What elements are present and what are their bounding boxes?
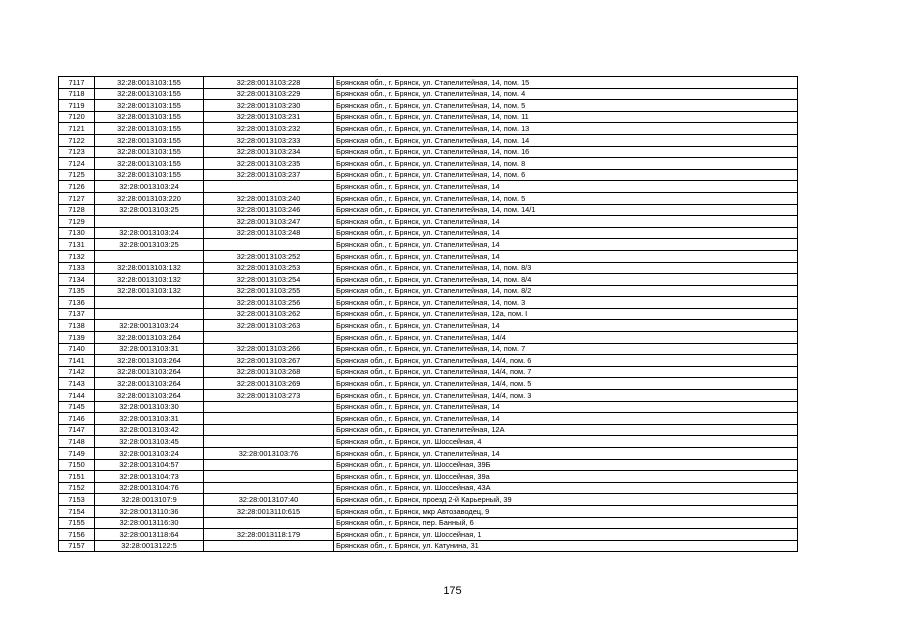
parent-cadastral-number-cell: 32:28:0013103:30: [95, 401, 204, 413]
table-row: [59, 366, 798, 378]
row-number-cell: 7142: [59, 366, 95, 378]
table-row: [59, 332, 798, 344]
cadastral-number-cell: 32:28:0013103:235: [204, 158, 334, 170]
address-cell: Брянская обл., г. Брянск, ул. Стапелитейная, 14, пом. 7: [334, 343, 798, 355]
address-cell: Брянская обл., г. Брянск, ул. Стапелитейная, 14, пом. 4: [334, 88, 798, 100]
address-cell: Брянская обл., г. Брянск, ул. Стапелитейная, 14, пом. 8/3: [334, 262, 798, 274]
table-row: [59, 239, 798, 251]
table-row: [59, 274, 798, 286]
cadastral-number-cell: 32:28:0013103:267: [204, 355, 334, 367]
table-row: [59, 181, 798, 193]
table-row: [59, 192, 798, 204]
address-cell: Брянская обл., г. Брянск, ул. Стапелитейная, 14: [334, 239, 798, 251]
table-row: [59, 88, 798, 100]
table-row: [59, 424, 798, 436]
cadastral-number-cell: 32:28:0013103:247: [204, 216, 334, 228]
cadastral-number-cell: 32:28:0013103:234: [204, 146, 334, 158]
parent-cadastral-number-cell: 32:28:0013103:132: [95, 285, 204, 297]
address-cell: Брянская обл., г. Брянск, мкр Автозаводец, 9: [334, 505, 798, 517]
parent-cadastral-number-cell: 32:28:0013103:264: [95, 332, 204, 344]
row-number-cell: 7120: [59, 111, 95, 123]
parent-cadastral-number-cell: 32:28:0013104:57: [95, 459, 204, 471]
address-cell: Брянская обл., г. Брянск, ул. Стапелитейная, 14, пом. 6: [334, 169, 798, 181]
cadastral-number-cell: 32:28:0013107:40: [204, 494, 334, 506]
parent-cadastral-number-cell: 32:28:0013122:5: [95, 540, 204, 552]
row-number-cell: 7127: [59, 192, 95, 204]
row-number-cell: 7129: [59, 216, 95, 228]
table-row: [59, 343, 798, 355]
cadastral-number-cell: 32:28:0013103:246: [204, 204, 334, 216]
parent-cadastral-number-cell: 32:28:0013103:155: [95, 134, 204, 146]
table-row: [59, 216, 798, 228]
table-row: [59, 100, 798, 112]
row-number-cell: 7125: [59, 169, 95, 181]
parent-cadastral-number-cell: 32:28:0013103:264: [95, 366, 204, 378]
parent-cadastral-number-cell: [95, 250, 204, 262]
address-cell: Брянская обл., г. Брянск, ул. Стапелитейная, 14, пом. 5: [334, 100, 798, 112]
cadastral-number-cell: [204, 401, 334, 413]
row-number-cell: 7157: [59, 540, 95, 552]
parent-cadastral-number-cell: 32:28:0013110:36: [95, 505, 204, 517]
table-row: [59, 505, 798, 517]
address-cell: Брянская обл., г. Брянск, ул. Стапелитейная, 14, пом. 15: [334, 77, 798, 89]
cadastral-number-cell: 32:28:0013103:248: [204, 227, 334, 239]
parent-cadastral-number-cell: 32:28:0013103:24: [95, 448, 204, 460]
row-number-cell: 7149: [59, 448, 95, 460]
row-number-cell: 7122: [59, 134, 95, 146]
parent-cadastral-number-cell: 32:28:0013103:132: [95, 262, 204, 274]
parent-cadastral-number-cell: 32:28:0013103:155: [95, 100, 204, 112]
cadastral-number-cell: [204, 332, 334, 344]
parent-cadastral-number-cell: 32:28:0013103:25: [95, 204, 204, 216]
cadastral-number-cell: 32:28:0013103:240: [204, 192, 334, 204]
table-row: [59, 146, 798, 158]
cadastral-number-cell: 32:28:0013103:76: [204, 448, 334, 460]
row-number-cell: 7121: [59, 123, 95, 135]
parent-cadastral-number-cell: 32:28:0013103:24: [95, 227, 204, 239]
cadastral-number-cell: [204, 239, 334, 251]
parent-cadastral-number-cell: 32:28:0013103:220: [95, 192, 204, 204]
row-number-cell: 7128: [59, 204, 95, 216]
parent-cadastral-number-cell: [95, 297, 204, 309]
cadastral-number-cell: 32:28:0013103:269: [204, 378, 334, 390]
table-row: [59, 448, 798, 460]
parent-cadastral-number-cell: 32:28:0013103:155: [95, 123, 204, 135]
parent-cadastral-number-cell: 32:28:0013103:132: [95, 274, 204, 286]
table-row: [59, 158, 798, 170]
row-number-cell: 7133: [59, 262, 95, 274]
address-cell: Брянская обл., г. Брянск, ул. Стапелитейная, 14: [334, 216, 798, 228]
cadastral-number-cell: 32:28:0013103:229: [204, 88, 334, 100]
row-number-cell: 7156: [59, 529, 95, 541]
cadastral-number-cell: 32:28:0013103:263: [204, 320, 334, 332]
address-cell: Брянская обл., г. Брянск, ул. Шоссейная, 4: [334, 436, 798, 448]
cadastral-number-cell: 32:28:0013103:230: [204, 100, 334, 112]
row-number-cell: 7145: [59, 401, 95, 413]
address-cell: Брянская обл., г. Брянск, ул. Стапелитейная, 14, пом. 3: [334, 297, 798, 309]
table-row: [59, 262, 798, 274]
table-row: [59, 123, 798, 135]
table-row: [59, 285, 798, 297]
row-number-cell: 7136: [59, 297, 95, 309]
cadastral-number-cell: [204, 459, 334, 471]
address-cell: Брянская обл., г. Брянск, ул. Стапелитейная, 14, пом. 13: [334, 123, 798, 135]
row-number-cell: 7118: [59, 88, 95, 100]
cadastral-number-cell: [204, 471, 334, 483]
table-row: [59, 111, 798, 123]
row-number-cell: 7126: [59, 181, 95, 193]
table-row: [59, 227, 798, 239]
table-row: [59, 482, 798, 494]
parent-cadastral-number-cell: 32:28:0013104:73: [95, 471, 204, 483]
row-number-cell: 7138: [59, 320, 95, 332]
cadastral-number-cell: [204, 413, 334, 425]
row-number-cell: 7117: [59, 77, 95, 89]
parent-cadastral-number-cell: 32:28:0013103:155: [95, 77, 204, 89]
address-cell: Брянская обл., г. Брянск, ул. Стапелитейная, 14/4: [334, 332, 798, 344]
page-number: 175: [443, 585, 462, 597]
cadastral-number-cell: 32:28:0013103:255: [204, 285, 334, 297]
parent-cadastral-number-cell: 32:28:0013103:155: [95, 169, 204, 181]
parent-cadastral-number-cell: 32:28:0013107:9: [95, 494, 204, 506]
row-number-cell: 7123: [59, 146, 95, 158]
row-number-cell: 7130: [59, 227, 95, 239]
address-cell: Брянская обл., г. Брянск, пер. Банный, 6: [334, 517, 798, 529]
cadastral-number-cell: [204, 517, 334, 529]
table-row: [59, 540, 798, 552]
cadastral-number-cell: 32:28:0013118:179: [204, 529, 334, 541]
cadastral-number-cell: 32:28:0013110:615: [204, 505, 334, 517]
address-cell: Брянская обл., г. Брянск, ул. Стапелитейная, 14/4, пом. 6: [334, 355, 798, 367]
table-row: [59, 250, 798, 262]
parent-cadastral-number-cell: 32:28:0013103:264: [95, 390, 204, 402]
parent-cadastral-number-cell: 32:28:0013103:155: [95, 88, 204, 100]
address-cell: Брянская обл., г. Брянск, ул. Шоссейная, 39Б: [334, 459, 798, 471]
table-row: [59, 378, 798, 390]
table-row: [59, 494, 798, 506]
cadastral-number-cell: 32:28:0013103:252: [204, 250, 334, 262]
cadastral-number-cell: [204, 424, 334, 436]
parent-cadastral-number-cell: 32:28:0013103:264: [95, 378, 204, 390]
address-cell: Брянская обл., г. Брянск, ул. Стапелитейная, 14, пом. 8/4: [334, 274, 798, 286]
address-cell: Брянская обл., г. Брянск, ул. Шоссейная, 39а: [334, 471, 798, 483]
address-cell: Брянская обл., г. Брянск, ул. Катунина, 31: [334, 540, 798, 552]
cadastral-number-cell: [204, 436, 334, 448]
row-number-cell: 7148: [59, 436, 95, 448]
parent-cadastral-number-cell: 32:28:0013103:42: [95, 424, 204, 436]
parent-cadastral-number-cell: 32:28:0013103:24: [95, 320, 204, 332]
row-number-cell: 7124: [59, 158, 95, 170]
cadastral-number-cell: 32:28:0013103:232: [204, 123, 334, 135]
parent-cadastral-number-cell: 32:28:0013103:264: [95, 355, 204, 367]
row-number-cell: 7151: [59, 471, 95, 483]
table-row: [59, 459, 798, 471]
table-row: [59, 355, 798, 367]
parent-cadastral-number-cell: 32:28:0013103:24: [95, 181, 204, 193]
cadastral-number-cell: [204, 482, 334, 494]
table-row: [59, 320, 798, 332]
cadastral-number-cell: 32:28:0013103:231: [204, 111, 334, 123]
row-number-cell: 7152: [59, 482, 95, 494]
address-cell: Брянская обл., г. Брянск, ул. Стапелитейная, 14/4, пом. 7: [334, 366, 798, 378]
table-row: [59, 308, 798, 320]
parent-cadastral-number-cell: [95, 308, 204, 320]
row-number-cell: 7140: [59, 343, 95, 355]
cadastral-number-cell: 32:28:0013103:256: [204, 297, 334, 309]
cadastral-number-cell: 32:28:0013103:253: [204, 262, 334, 274]
parent-cadastral-number-cell: 32:28:0013103:155: [95, 158, 204, 170]
parent-cadastral-number-cell: 32:28:0013103:155: [95, 146, 204, 158]
table-row: [59, 297, 798, 309]
table-row: [59, 471, 798, 483]
parent-cadastral-number-cell: [95, 216, 204, 228]
cadastral-number-cell: 32:28:0013103:273: [204, 390, 334, 402]
address-cell: Брянская обл., г. Брянск, ул. Стапелитейная, 14, пом. 5: [334, 192, 798, 204]
address-cell: Брянская обл., г. Брянск, ул. Стапелитейная, 14: [334, 413, 798, 425]
row-number-cell: 7150: [59, 459, 95, 471]
row-number-cell: 7119: [59, 100, 95, 112]
row-number-cell: 7154: [59, 505, 95, 517]
row-number-cell: 7155: [59, 517, 95, 529]
table-row: [59, 517, 798, 529]
address-cell: Брянская обл., г. Брянск, ул. Стапелитейная, 14: [334, 227, 798, 239]
address-cell: Брянская обл., г. Брянск, ул. Стапелитейная, 14, пом. 14: [334, 134, 798, 146]
row-number-cell: 7134: [59, 274, 95, 286]
row-number-cell: 7131: [59, 239, 95, 251]
table-row: [59, 529, 798, 541]
row-number-cell: 7135: [59, 285, 95, 297]
table-row: [59, 77, 798, 89]
row-number-cell: 7147: [59, 424, 95, 436]
table-row: [59, 204, 798, 216]
row-number-cell: 7153: [59, 494, 95, 506]
address-cell: Брянская обл., г. Брянск, ул. Стапелитейная, 14: [334, 401, 798, 413]
table-row: [59, 390, 798, 402]
cadastral-number-cell: 32:28:0013103:228: [204, 77, 334, 89]
parent-cadastral-number-cell: 32:28:0013103:31: [95, 343, 204, 355]
table-body: [59, 77, 798, 552]
address-cell: Брянская обл., г. Брянск, ул. Стапелитейная, 14/4, пом. 3: [334, 390, 798, 402]
address-cell: Брянская обл., г. Брянск, ул. Стапелитейная, 14, пом. 8: [334, 158, 798, 170]
row-number-cell: 7132: [59, 250, 95, 262]
row-number-cell: 7141: [59, 355, 95, 367]
address-cell: Брянская обл., г. Брянск, ул. Шоссейная, 1: [334, 529, 798, 541]
address-cell: Брянская обл., г. Брянск, ул. Стапелитейная, 14/4, пом. 5: [334, 378, 798, 390]
parent-cadastral-number-cell: 32:28:0013116:30: [95, 517, 204, 529]
address-cell: Брянская обл., г. Брянск, ул. Стапелитейная, 12А: [334, 424, 798, 436]
cadastral-number-cell: 32:28:0013103:268: [204, 366, 334, 378]
parent-cadastral-number-cell: 32:28:0013103:31: [95, 413, 204, 425]
cadastral-number-cell: 32:28:0013103:233: [204, 134, 334, 146]
cadastral-number-cell: 32:28:0013103:237: [204, 169, 334, 181]
parent-cadastral-number-cell: 32:28:0013103:25: [95, 239, 204, 251]
cadastral-number-cell: [204, 540, 334, 552]
cadastral-number-cell: 32:28:0013103:266: [204, 343, 334, 355]
address-cell: Брянская обл., г. Брянск, ул. Стапелитейная, 14: [334, 250, 798, 262]
address-cell: Брянская обл., г. Брянск, ул. Шоссейная, 43А: [334, 482, 798, 494]
address-cell: Брянская обл., г. Брянск, ул. Стапелитейная, 14: [334, 320, 798, 332]
address-cell: Брянская обл., г. Брянск, ул. Стапелитейная, 14, пом. 11: [334, 111, 798, 123]
address-cell: Брянская обл., г. Брянск, ул. Стапелитейная, 12а, пом. I: [334, 308, 798, 320]
row-number-cell: 7139: [59, 332, 95, 344]
address-cell: Брянская обл., г. Брянск, проезд 2-й Карьерный, 39: [334, 494, 798, 506]
parent-cadastral-number-cell: 32:28:0013103:155: [95, 111, 204, 123]
row-number-cell: 7146: [59, 413, 95, 425]
table-row: [59, 413, 798, 425]
table-row: [59, 134, 798, 146]
row-number-cell: 7144: [59, 390, 95, 402]
cadastral-number-cell: 32:28:0013103:254: [204, 274, 334, 286]
address-cell: Брянская обл., г. Брянск, ул. Стапелитейная, 14: [334, 448, 798, 460]
row-number-cell: 7143: [59, 378, 95, 390]
table-row: [59, 169, 798, 181]
address-cell: Брянская обл., г. Брянск, ул. Стапелитейная, 14, пом. 14/1: [334, 204, 798, 216]
table-row: [59, 401, 798, 413]
cadastral-number-cell: [204, 181, 334, 193]
parent-cadastral-number-cell: 32:28:0013104:76: [95, 482, 204, 494]
cadastral-number-cell: 32:28:0013103:262: [204, 308, 334, 320]
table-row: [59, 436, 798, 448]
row-number-cell: 7137: [59, 308, 95, 320]
parent-cadastral-number-cell: 32:28:0013118:64: [95, 529, 204, 541]
address-cell: Брянская обл., г. Брянск, ул. Стапелитейная, 14: [334, 181, 798, 193]
address-cell: Брянская обл., г. Брянск, ул. Стапелитейная, 14, пом. 8/2: [334, 285, 798, 297]
address-cell: Брянская обл., г. Брянск, ул. Стапелитейная, 14, пом. 16: [334, 146, 798, 158]
registry-table: [58, 76, 798, 552]
parent-cadastral-number-cell: 32:28:0013103:45: [95, 436, 204, 448]
